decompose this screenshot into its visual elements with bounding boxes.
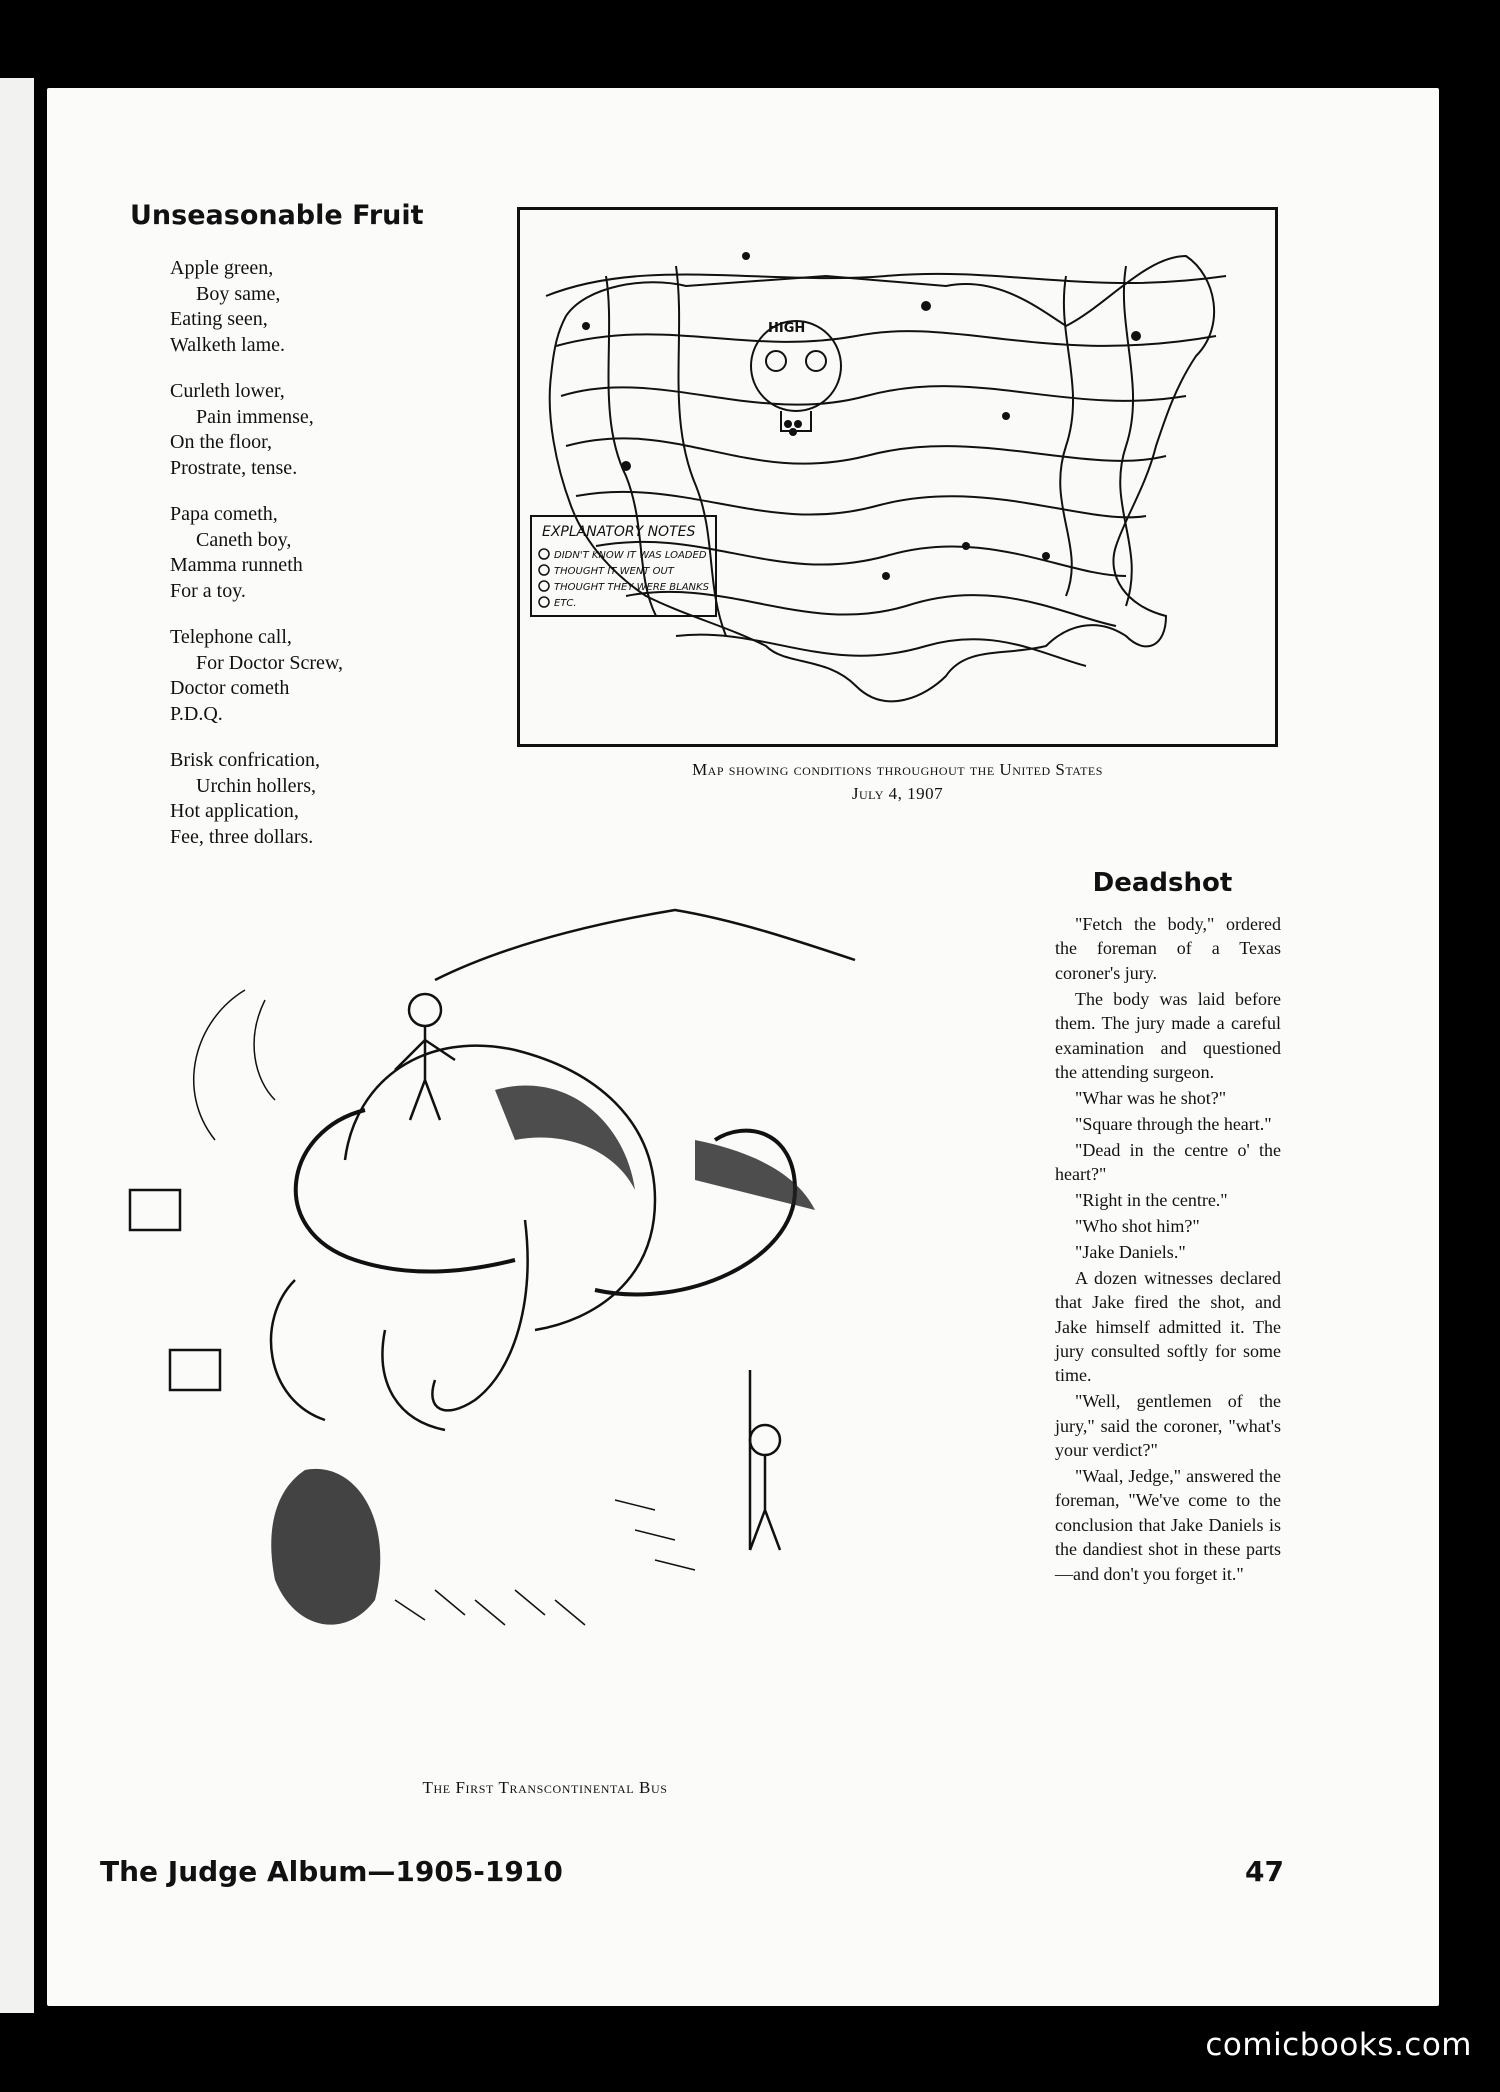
story-paragraph: The body was laid before them. The jury made a careful examination and questioned the attending surgeon. (1055, 988, 1281, 1082)
poem-line: Urchin hollers, (196, 774, 316, 797)
mammoth-cartoon-illustration (95, 900, 1035, 1760)
poem-body (170, 256, 510, 871)
poem-stanza (170, 379, 510, 481)
story-paragraph: "Well, gentlemen of the jury," said the coroner, "what's your verdict?" (1055, 1391, 1281, 1461)
poem-line: For Doctor Screw, (196, 651, 344, 674)
poem-line: On the floor, (170, 431, 272, 453)
watermark: comicbooks.com (1205, 2027, 1472, 2063)
poem-stanza (170, 625, 510, 727)
poem-line: Eating seen, (170, 308, 268, 330)
poem-line: P.D.Q. (170, 702, 223, 725)
poem-stanza (170, 748, 510, 850)
mammoth-drawing (95, 900, 1035, 1760)
cartoon-caption: The First Transcontinental Bus (422, 1778, 668, 1797)
poem-line: Pain immense, (196, 405, 314, 428)
story-body (1055, 912, 1281, 1587)
map-caption-line-1: Map showing conditions throughout the United States (692, 760, 1103, 779)
poem-line: Fee, three dollars. (170, 825, 314, 848)
story-paragraph: "Whar was he shot?" (1075, 1087, 1227, 1108)
poem-title: Unseasonable Fruit (130, 200, 424, 231)
poem-line: Mamma runneth (170, 554, 303, 576)
story-paragraph: "Dead in the centre o' the heart?" (1055, 1139, 1281, 1185)
poem-line: Doctor cometh (170, 677, 290, 699)
story-paragraph: "Jake Daniels." (1075, 1241, 1186, 1262)
story-paragraph: "Who shot him?" (1075, 1215, 1200, 1236)
us-map-drawing (526, 216, 1269, 738)
poem-line: Papa cometh, (170, 503, 278, 525)
poem-line: Hot application, (170, 800, 299, 822)
notes-title: EXPLANATORY NOTES (542, 524, 696, 540)
story-paragraph: "Fetch the body," ordered the foreman of a Texas coroner's jury. (1055, 914, 1281, 983)
story-paragraph: "Right in the centre." (1075, 1189, 1228, 1210)
page-number: 47 (1245, 1855, 1284, 1888)
note-item: DIDN'T KNOW IT WAS LOADED (554, 550, 707, 561)
note-item: ETC. (554, 598, 577, 609)
poem-line: For a toy. (170, 579, 246, 602)
poem-stanza (170, 502, 510, 604)
story-paragraph: "Square through the heart." (1075, 1113, 1272, 1134)
note-item: THOUGHT IT WENT OUT (554, 566, 674, 577)
note-item: THOUGHT THEY WERE BLANKS (554, 582, 709, 593)
map-caption (517, 758, 1278, 806)
poem-line: Boy same, (196, 282, 281, 305)
weather-map (517, 207, 1278, 747)
map-high-label: HIGH (768, 321, 806, 336)
story-paragraph: "Waal, Jedge," answered the foreman, "We've come to the conclusion that Jake Daniels is the dandiest shot in these parts—and don't you forget it." (1055, 1465, 1281, 1584)
story-paragraph: A dozen witnesses declared that Jake fired the shot, and Jake himself admitted it. The jury consulted softly for some time. (1055, 1267, 1281, 1386)
left-page-edge (0, 78, 34, 2013)
story-title: Deadshot (1092, 868, 1233, 898)
poem-stanza (170, 256, 510, 358)
footer-title: The Judge Album—1905-1910 (100, 1855, 563, 1888)
poem-line: Prostrate, tense. (170, 456, 298, 479)
poem-line: Curleth lower, (170, 380, 285, 402)
poem-line: Caneth boy, (196, 528, 292, 551)
poem-line: Brisk confrication, (170, 749, 320, 771)
poem-line: Telephone call, (170, 626, 292, 648)
map-caption-line-2: July 4, 1907 (851, 784, 944, 803)
poem-line: Apple green, (170, 257, 274, 279)
poem-line: Walketh lame. (170, 333, 286, 356)
